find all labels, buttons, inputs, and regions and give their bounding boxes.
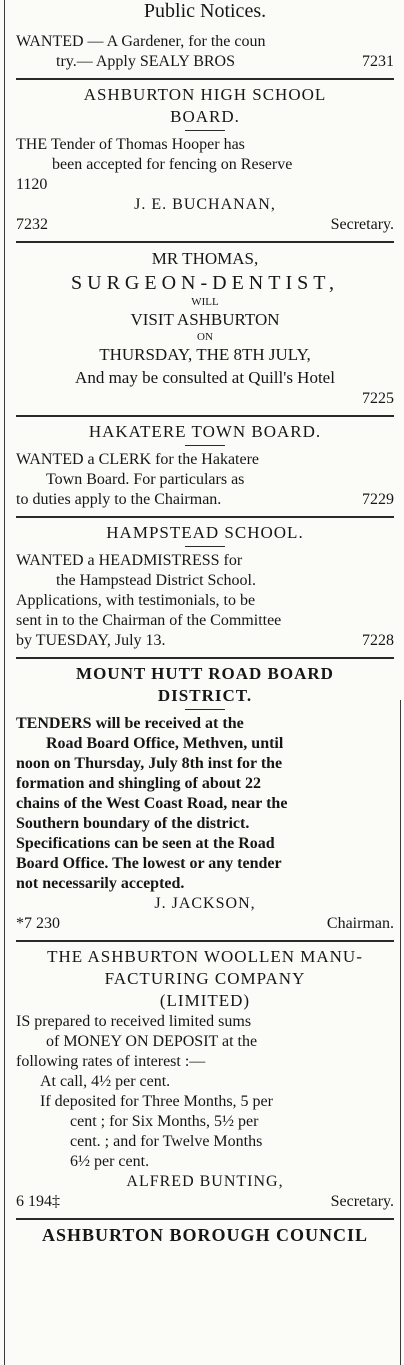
notice-mount-hutt-body7: Specifications can be seen at the Road [16, 835, 275, 852]
notice-mount-hutt [16, 663, 394, 934]
notice-high-school-title2: BOARD. [170, 107, 240, 126]
notice-woollen-body8: 6½ per cent. [70, 1153, 150, 1170]
notice-hakatere-title: HAKATERE TOWN BOARD. [88, 422, 322, 441]
notice-woollen-signer: ALFRED BUNTING, [126, 1173, 284, 1190]
notice-mount-hutt-ref: *7 230 [16, 915, 60, 932]
notice-dentist [16, 247, 394, 409]
short-divider [185, 130, 225, 131]
divider [16, 78, 394, 80]
notice-woollen-title3: (LIMITED) [159, 991, 251, 1010]
notice-mount-hutt-footer [16, 914, 394, 934]
notice-hampstead-title: HAMPSTEAD SCHOOL. [106, 523, 304, 542]
notice-mount-hutt-body4: formation and shingling of about 22 [16, 775, 261, 792]
notice-hampstead-footer [16, 631, 394, 651]
notice-mount-hutt-title2: DISTRICT. [157, 686, 253, 705]
notice-woollen-role: Secretary. [330, 1193, 394, 1210]
column-rule-left [4, 0, 5, 1365]
notice-dentist-line4: VISIT ASHBURTON [130, 310, 280, 329]
notice-gardener-line2: try.— Apply SEALY BROS [56, 53, 236, 70]
notice-hampstead-body2: the Hampstead District School. [56, 572, 256, 589]
notice-hakatere [16, 421, 394, 510]
notice-woollen-company [16, 946, 394, 1212]
notice-dentist-line3: WILL [191, 296, 219, 308]
notice-woollen-title1: THE ASHBURTON WOOLLEN MANU- [47, 947, 363, 966]
notice-woollen-body7: cent. ; and for Twelve Months [70, 1133, 263, 1150]
notice-gardener-line1: WANTED — A Gardener, for the coun [16, 33, 266, 50]
notice-mount-hutt-body8: Board Office. The lowest or any tender [16, 855, 282, 872]
notice-dentist-line5: ON [197, 331, 213, 343]
notice-woollen-body1: IS prepared to received limited sums [16, 1013, 252, 1030]
notice-hakatere-ref: 7229 [362, 491, 394, 508]
notice-hakatere-footer [16, 490, 394, 510]
notice-high-school-title1: ASHBURTON HIGH SCHOOL [83, 85, 327, 104]
notice-mount-hutt-body3: noon on Thursday, July 8th inst for the [16, 755, 283, 772]
notice-gardener-footer [16, 52, 394, 72]
notice-mount-hutt-body6: Southern boundary of the district. [16, 815, 250, 832]
notice-mount-hutt-role: Chairman. [326, 915, 394, 932]
divider [16, 516, 394, 518]
notice-mount-hutt-body1: TENDERS will be received at the [16, 715, 244, 732]
notice-mount-hutt-body2: Road Board Office, Methven, until [46, 735, 284, 752]
notice-hampstead-body1: WANTED a HEADMISTRESS for [16, 552, 243, 569]
notice-high-school-body1: THE Tender of Thomas Hooper has [16, 136, 245, 153]
column-rule-right [400, 700, 401, 1365]
notice-hakatere-body1: WANTED a CLERK for the Hakatere [16, 451, 260, 468]
notice-mount-hutt-body5: chains of the West Coast Road, near the [16, 795, 288, 812]
notice-gardener-ref: 7231 [362, 53, 394, 70]
notice-high-school-signer: J. E. BUCHANAN, [134, 196, 276, 213]
short-divider [185, 546, 225, 547]
notice-high-school-footer [16, 215, 394, 235]
notice-woollen-footer [16, 1192, 394, 1212]
notice-hampstead-ref: 7228 [362, 632, 394, 649]
short-divider [185, 709, 225, 710]
divider [16, 241, 394, 243]
notice-dentist-line7: And may be consulted at Quill's Hotel [75, 368, 335, 387]
notice-dentist-ref: 7225 [362, 390, 394, 407]
section-header: Public Notices. [143, 0, 267, 22]
divider [16, 1218, 394, 1220]
notice-dentist-line2: SURGEON-DENTIST, [71, 272, 339, 294]
notice-mount-hutt-title1: MOUNT HUTT ROAD BOARD [76, 664, 334, 683]
notice-hakatere-body2: Town Board. For particulars as [46, 471, 245, 488]
notice-hampstead [16, 522, 394, 651]
notice-high-school-body3: 1120 [16, 176, 48, 193]
notice-hampstead-body4: sent in to the Chairman of the Committee [16, 612, 282, 629]
notice-woollen-title2: FACTURING COMPANY [104, 969, 306, 988]
column-content [16, 0, 394, 1246]
notice-mount-hutt-body9: not necessarily accepted. [16, 875, 185, 892]
notice-dentist-line1: MR THOMAS, [151, 249, 259, 268]
notice-high-school-ref: 7232 [16, 216, 48, 233]
divider [16, 940, 394, 942]
notice-woollen-body3: following rates of interest :— [16, 1053, 206, 1070]
notice-high-school-role: Secretary. [330, 216, 394, 233]
notice-mount-hutt-signer: J. JACKSON, [154, 895, 256, 912]
notice-high-school [16, 84, 394, 235]
notice-woollen-body5: If deposited for Three Months, 5 per [40, 1093, 273, 1110]
notice-woollen-body6: cent ; for Six Months, 5½ per [70, 1113, 259, 1130]
notice-dentist-line6: THURSDAY, THE 8TH JULY, [99, 345, 311, 364]
short-divider [185, 445, 225, 446]
notice-woollen-ref: 6 194‡ [16, 1193, 60, 1210]
divider [16, 415, 394, 417]
divider [16, 657, 394, 659]
notice-hampstead-body3: Applications, with testimonials, to be [16, 592, 256, 609]
notice-hakatere-body3: to duties apply to the Chairman. [16, 491, 222, 508]
notice-woollen-body4: At call, 4½ per cent. [40, 1073, 171, 1090]
notice-gardener [16, 32, 394, 72]
notice-woollen-body2: of MONEY ON DEPOSIT at the [46, 1033, 258, 1050]
notice-high-school-body2: been accepted for fencing on Reserve [52, 156, 293, 173]
footer-heading: ASHBURTON BOROUGH COUNCIL [41, 1225, 369, 1245]
notice-hampstead-body5: by TUESDAY, July 13. [16, 632, 166, 649]
